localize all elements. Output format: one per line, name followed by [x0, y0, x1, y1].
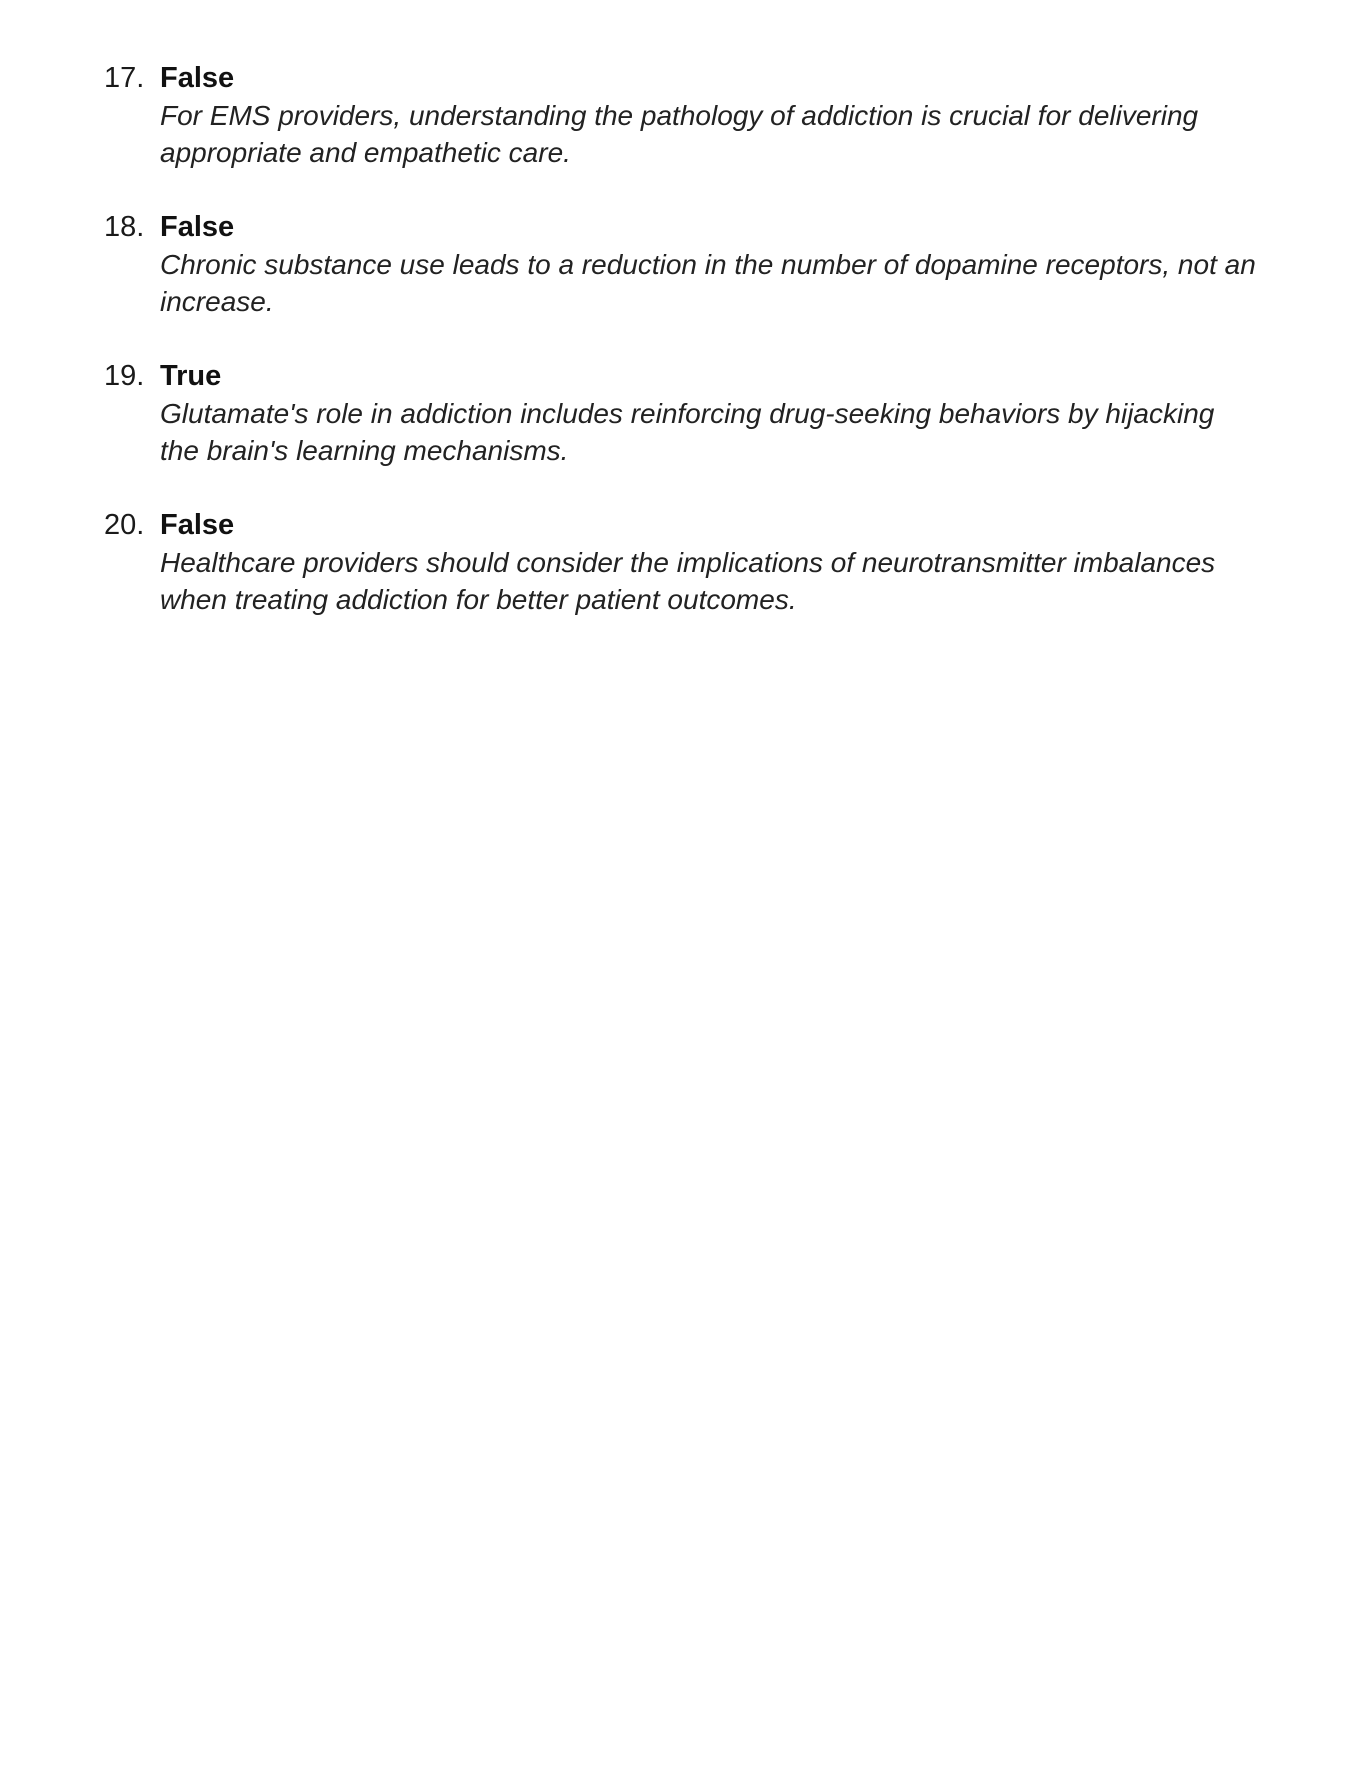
item-verdict: False — [160, 62, 235, 94]
item-explanation: Chronic substance use leads to a reduction in the number of dopamine receptors, not an increase. — [160, 249, 1256, 317]
item-number: 19. — [104, 360, 145, 392]
item-explanation: For EMS providers, understanding the pathology of addiction is crucial for delivering appropriate and empathetic care. — [160, 100, 1199, 168]
item-number: 20. — [104, 509, 145, 541]
answer-list — [104, 60, 1264, 656]
answer-item-18 — [104, 209, 1264, 320]
answer-item-20 — [104, 507, 1264, 618]
item-verdict: False — [160, 211, 235, 243]
answer-item-17 — [104, 60, 1264, 171]
item-number: 17. — [104, 62, 145, 94]
item-verdict: True — [160, 360, 222, 392]
item-number: 18. — [104, 211, 145, 243]
item-explanation: Healthcare providers should consider the implications of neurotransmitter imbalances when treating addiction for better patient outcomes. — [160, 547, 1216, 615]
item-explanation: Glutamate's role in addiction includes reinforcing drug-seeking behaviors by hijacking the brain's learning mechanisms. — [160, 398, 1215, 466]
item-verdict: False — [160, 509, 235, 541]
answer-item-19 — [104, 358, 1264, 469]
